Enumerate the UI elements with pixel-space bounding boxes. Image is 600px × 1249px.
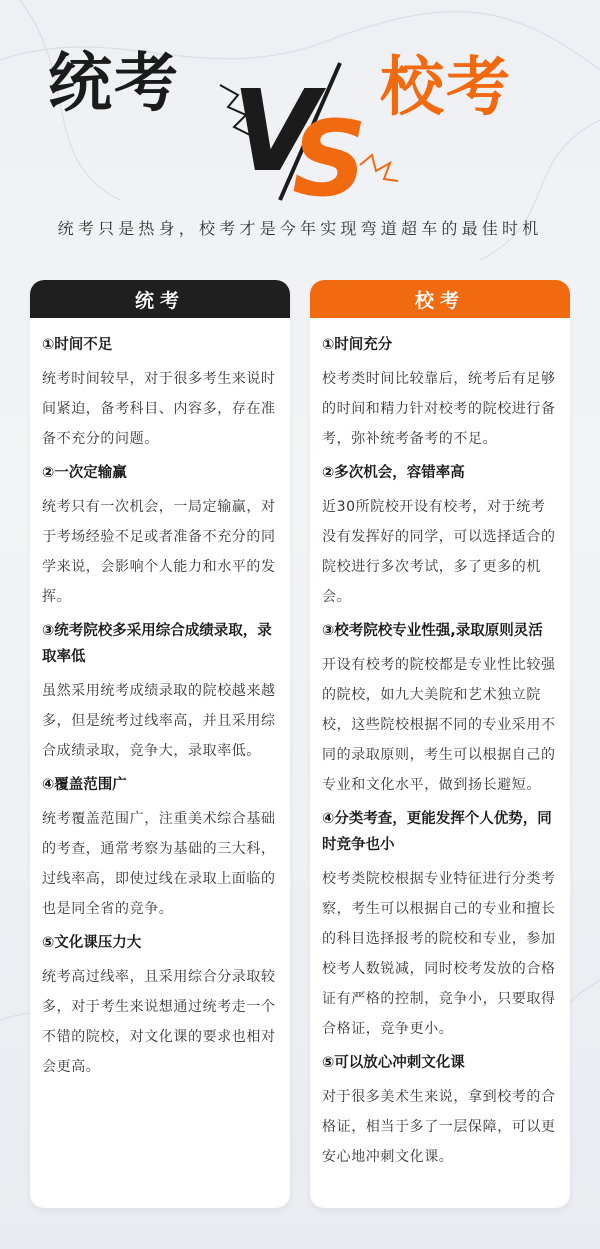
section-text: 校考类时间比较靠后，统考后有足够的时间和精力针对校考的院校进行备考，弥补统考备考的不足。: [322, 371, 556, 447]
section-title: ④覆盖范围广: [42, 777, 127, 793]
section-text: 统考只有一次机会，一局定输赢，对于考场经验不足或者准备不充分的同学来说，会影响个人能力和水平的发挥。: [42, 499, 276, 605]
left-title: 统考: [48, 47, 180, 121]
subtitle: 统考只是热身，校考才是今年实现弯道超车的最佳时机: [57, 219, 543, 238]
section-title: ②多次机会，容错率高: [322, 465, 465, 481]
right-section-2: [322, 460, 558, 612]
right-column-heading: 校考: [310, 280, 570, 318]
section-title: ⑤可以放心冲刺文化课: [322, 1055, 465, 1071]
section-title: ⑤文化课压力大: [42, 935, 142, 951]
section-text: 近30所院校开设有校考，对于统考没有发挥好的同学，可以选择适合的院校进行多次考试，多了更多的机会。: [322, 499, 556, 605]
left-section-5: [42, 930, 278, 1082]
section-text: 虽然采用统考成绩录取的院校越来越多，但是统考过线率高，并且采用综合成绩录取，竞争大，录取率低。: [42, 683, 276, 759]
vs-v-letter: V: [232, 67, 319, 197]
left-section-3: [42, 618, 278, 766]
left-section-1: [42, 332, 278, 454]
section-title: ④分类考查，更能发挥个人优势，同时竞争也小: [322, 811, 552, 853]
section-text: 统考时间较早，对于很多考生来说时间紧迫，备考科目、内容多，存在准备不充分的问题。: [42, 371, 276, 447]
section-title: ③校考院校专业性强,录取原则灵活: [322, 623, 543, 639]
section-text: 开设有校考的院校都是专业性比较强的院校，如九大美院和艺术独立院校，这些院校根据不同的专业采用不同的录取原则，考生可以根据自己的专业和文化水平，做到扬长避短。: [322, 657, 556, 793]
section-text: 统考覆盖范围广，注重美术综合基础的考查，通常考察为基础的三大科，过线率高，即使过线在录取上面临的也是同全省的竞争。: [42, 811, 276, 917]
section-text: 统考高过线率，且采用综合分录取较多，对于考生来说想通过统考走一个不错的院校，对文化课的要求也相对会更高。: [42, 969, 276, 1075]
right-column-card: [310, 280, 570, 1208]
section-text: 校考类院校根据专业特征进行分类考察，考生可以根据自己的专业和擅长的科目选择报考的院校和专业，参加校考人数锐减，同时校考发放的合格证有严格的控制，竞争小，只要取得合格证，竞争更小。: [322, 871, 556, 1037]
right-section-3: [322, 618, 558, 800]
vs-emblem: [210, 55, 400, 205]
section-title: ③统考院校多采用综合成绩录取，录取率低: [42, 623, 272, 665]
right-section-4: [322, 806, 558, 1044]
left-column-heading: 统考: [30, 280, 290, 318]
left-column-card: [30, 280, 290, 1208]
vs-s-letter: S: [292, 98, 367, 205]
right-section-5: [322, 1050, 558, 1172]
left-section-2: [42, 460, 278, 612]
section-title: ①时间不足: [42, 337, 113, 353]
section-title: ①时间充分: [322, 337, 393, 353]
right-section-1: [322, 332, 558, 454]
right-title: 校考: [380, 51, 512, 125]
section-title: ②一次定输赢: [42, 465, 127, 481]
section-text: 对于很多美术生来说，拿到校考的合格证，相当于多了一层保障，可以更安心地冲刺文化课。: [322, 1089, 556, 1165]
left-section-4: [42, 772, 278, 924]
